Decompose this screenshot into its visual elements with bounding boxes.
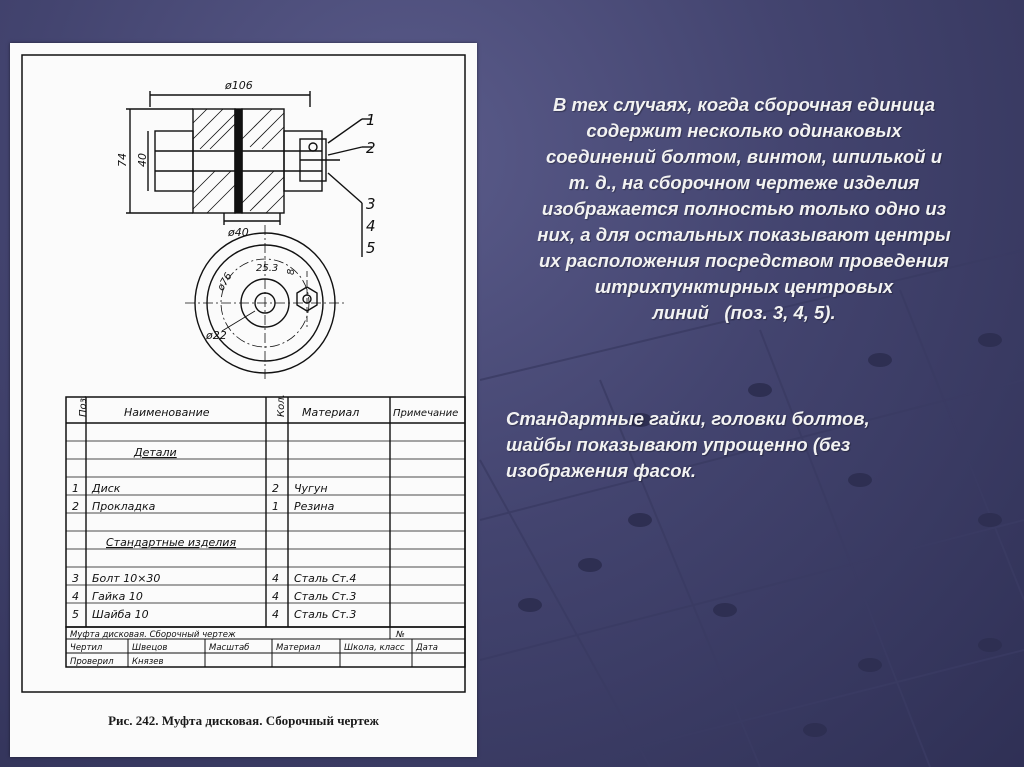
spec-row1-name: Диск	[92, 482, 121, 495]
spec-row5-qty: 4	[272, 608, 279, 621]
paragraph-2-line: изображения фасок.	[506, 460, 697, 481]
paragraph-1-line: В тех случаях, когда сборочная единица	[553, 94, 935, 115]
side-view	[185, 225, 345, 381]
spec-section-standard: Стандартные изделия	[106, 536, 237, 549]
tb-r1-c4: Материал	[276, 643, 321, 653]
dim-d53-label: 25.3	[256, 263, 279, 274]
leader-3: 3	[366, 195, 376, 213]
paragraph-2-line: шайбы показывают упрощенно (без	[506, 434, 851, 455]
spec-row1-qty: 2	[272, 482, 279, 495]
spec-row2-name: Прокладка	[92, 500, 156, 513]
paragraph-1-line: линий (поз. 3, 4, 5).	[652, 302, 836, 323]
spec-header-qty: Кол.	[276, 394, 287, 417]
spec-row3-pos: 3	[72, 572, 79, 585]
tb-r1-c5: Школа, класс	[344, 643, 405, 653]
paragraph-1	[484, 92, 1004, 326]
assembly-drawing	[10, 43, 477, 757]
spec-row1-pos: 1	[72, 482, 79, 495]
spec-row5-pos: 5	[72, 608, 79, 621]
spec-section-details: Детали	[134, 446, 177, 459]
spec-row5-name: Шайба 10	[92, 608, 149, 621]
paragraph-1-line: штрихпунктирных центровых	[594, 276, 894, 297]
dim-d22-label: ø22	[206, 329, 227, 342]
paragraph-1-line: их расположения посредством проведения	[539, 250, 949, 271]
spec-row1-material: Чугун	[294, 482, 328, 495]
dim-d76-label: ø76	[215, 271, 235, 293]
leader-5: 5	[366, 239, 376, 257]
tb-r1-c2: Швецов	[132, 643, 168, 653]
tb-r1-c6: Дата	[416, 643, 439, 653]
dim-d8-label: 8	[286, 268, 297, 275]
spec-row4-name: Гайка 10	[92, 590, 143, 603]
paragraph-2-line: Стандартные гайки, головки болтов,	[506, 408, 870, 429]
assembly-drawing-panel	[10, 43, 477, 757]
spec-header-material: Материал	[302, 406, 360, 419]
dim-h74-label: 74	[116, 153, 129, 167]
spec-row2-material: Резина	[294, 500, 335, 513]
spec-row4-material: Сталь Ст.3	[294, 590, 357, 603]
spec-header-pos: Поз.	[78, 394, 89, 417]
front-view	[126, 91, 372, 257]
leader-4: 4	[366, 217, 376, 235]
leader-1: 1	[366, 111, 376, 129]
paragraph-1-line: содержит несколько одинаковых	[586, 120, 902, 141]
paragraph-1-line: них, а для остальных показывают центры	[537, 224, 951, 245]
tb-r2-c2: Князев	[132, 657, 164, 667]
spec-row3-qty: 4	[272, 572, 279, 585]
tb-r2-c1: Проверил	[70, 657, 114, 667]
spec-row5-material: Сталь Ст.3	[294, 608, 357, 621]
spec-row4-qty: 4	[272, 590, 279, 603]
figure-caption: Рис. 242. Муфта дисковая. Сборочный чертеж	[108, 713, 379, 728]
spec-row4-pos: 4	[72, 590, 79, 603]
spec-row2-pos: 2	[72, 500, 79, 513]
paragraph-1-line: соединений болтом, винтом, шпилькой и	[545, 146, 943, 167]
dim-h40-label: 40	[136, 153, 149, 167]
leader-2: 2	[366, 139, 376, 157]
spec-header-note: Примечание	[393, 408, 459, 419]
paragraph-1-line: т. д., на сборочном чертеже изделия	[568, 172, 920, 193]
dim-d40-label: ø40	[228, 226, 249, 239]
tb-r1-c1: Чертил	[70, 643, 103, 653]
tb-r1-c3: Масштаб	[209, 643, 250, 653]
spec-row3-name: Болт 10×30	[92, 572, 161, 585]
title-block-title: Муфта дисковая. Сборочный чертеж	[70, 630, 236, 640]
spec-row2-qty: 1	[272, 500, 279, 513]
spec-header-name: Наименование	[124, 406, 210, 419]
spec-row3-material: Сталь Ст.4	[294, 572, 357, 585]
paragraph-2	[506, 406, 976, 484]
title-block-number: №	[396, 630, 405, 640]
paragraph-1-line: изображается полностью только одно из	[541, 198, 947, 219]
dim-d106-label: ø106	[225, 79, 253, 92]
